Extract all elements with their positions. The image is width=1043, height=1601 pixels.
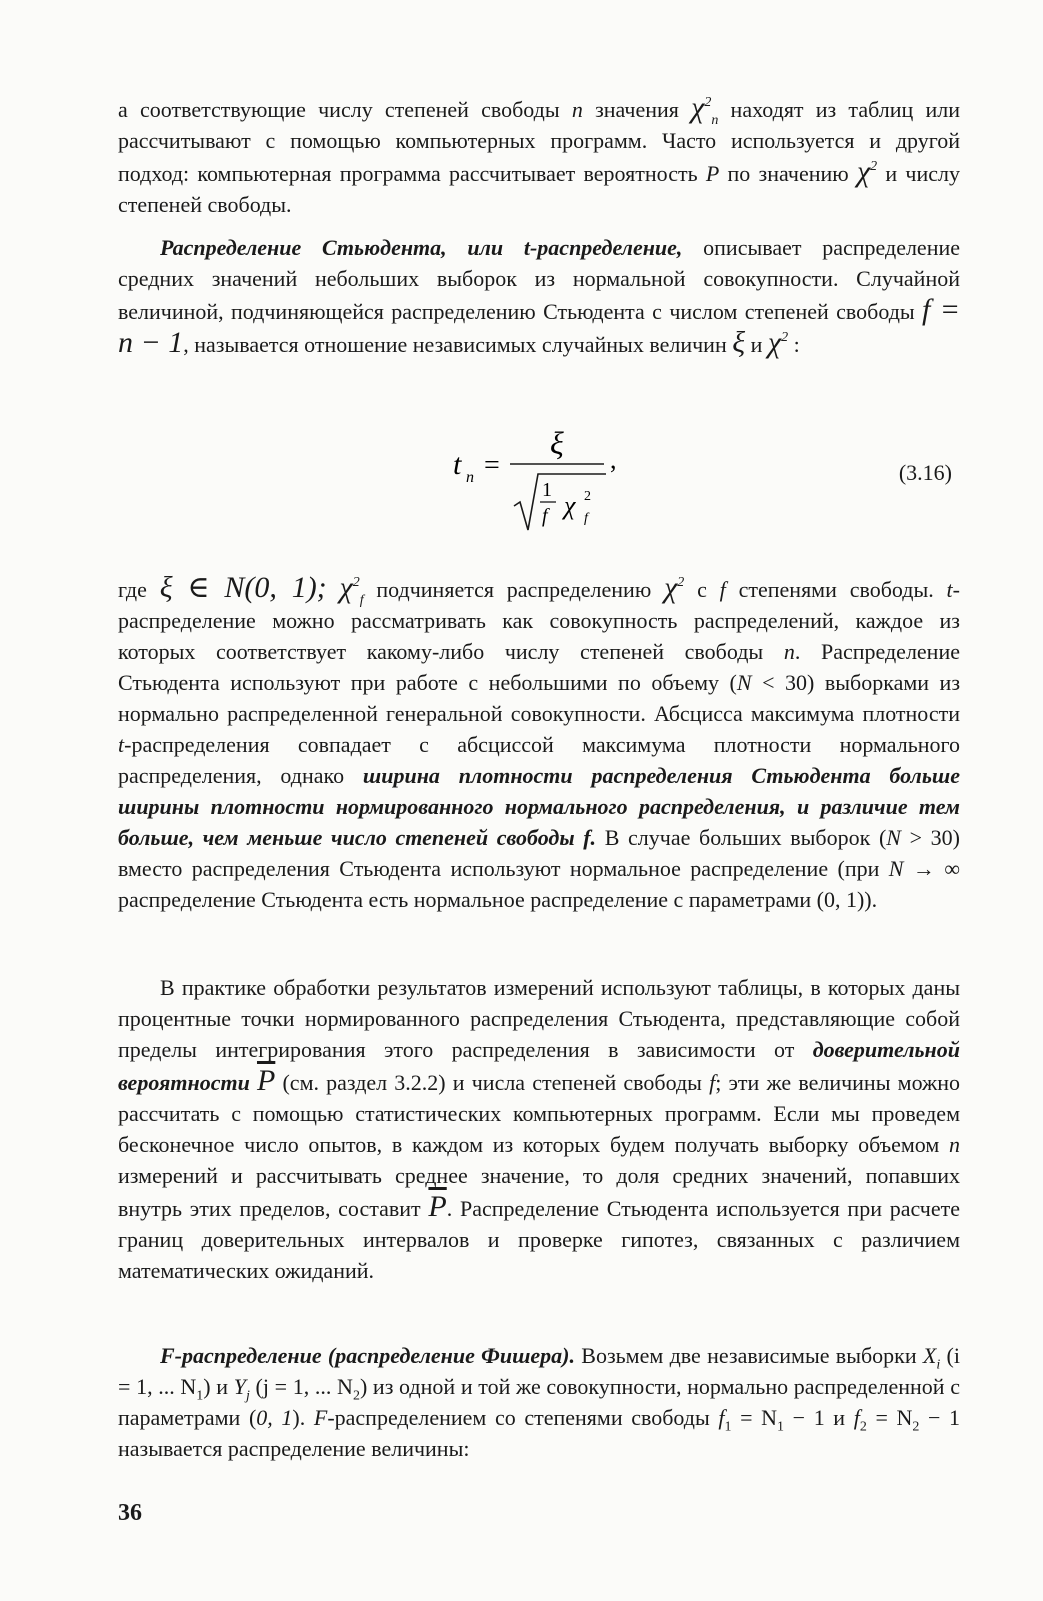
formula-3-16 — [118, 418, 960, 528]
text: . Распределение Стьюдента используют при работе с небольшими по объему ( — [118, 639, 960, 695]
var-N: N — [888, 856, 904, 881]
var-n: n — [571, 97, 583, 122]
text: − 1 называется распределение величины: — [118, 1405, 961, 1461]
paragraph-1 — [118, 92, 960, 220]
sub-i: i — [936, 1357, 941, 1373]
P-bar-symbol: $\overline{P}$ — [428, 1190, 447, 1223]
text: с — [684, 577, 720, 602]
chi-f-symbol: $\chi^2_f$ — [339, 571, 364, 608]
formula-chi: χ — [564, 491, 576, 520]
var-X: X — [922, 1343, 937, 1368]
paragraph-3 — [118, 572, 960, 915]
var-f: f — [709, 1070, 716, 1095]
text: , называется отношение независимых случайных величин — [183, 332, 733, 357]
text: > 30) вместо распределения Стьюдента используют нормальное распределение (при — [118, 825, 960, 881]
text: -распределением со степенями свободы — [327, 1405, 719, 1430]
chi-squared-symbol: $\chi^2$ — [664, 571, 685, 604]
sub-j: j — [245, 1388, 250, 1404]
chi-squared-symbol: $\chi^2$ — [856, 155, 878, 188]
text: : — [788, 332, 800, 357]
formula-equals: = — [484, 450, 500, 481]
text: (j = 1, ... N — [249, 1374, 353, 1399]
var-f2: f — [853, 1405, 860, 1430]
var-N: N — [886, 825, 901, 850]
text: Возьмем две независимые выборки — [575, 1343, 923, 1368]
sub-1: 1 — [196, 1388, 204, 1404]
var-t: t — [118, 732, 125, 757]
text: . Распределение Стьюдента используется при расчете границ доверительных интервалов и проверке гипотез, связанных с различием математических ожиданий. — [118, 1196, 960, 1283]
text: < 30) выборками из нормально распределенной генеральной совокупности. Абсцисса максимума плотности — [118, 670, 961, 726]
text: = N — [866, 1405, 913, 1430]
paragraph-2 — [118, 232, 960, 360]
text: В случае больших выборок ( — [596, 825, 887, 850]
sub-2: 2 — [859, 1419, 867, 1435]
text: -распределения совпадает с абсциссой максимума плотности нормального распределения, однако — [118, 732, 960, 788]
page-number: 36 — [118, 1500, 142, 1526]
var-N: N — [736, 670, 752, 695]
var-t: t — [946, 577, 953, 602]
formula-chi-sub: f — [584, 511, 588, 526]
paragraph-5 — [118, 1340, 960, 1464]
text: − 1 и — [784, 1405, 854, 1430]
text: ; эти же величины можно рассчитать с помощью статистических компьютерных программ. Если мы проведем бесконечное число опытов, в каждом из которых будем получать выборку объемом — [118, 1070, 961, 1157]
text: ) и — [203, 1374, 234, 1399]
text: подчиняется распределению — [363, 577, 665, 602]
sub-1: 1 — [777, 1419, 785, 1435]
f-equals-n-minus-1: f = n − 1 — [118, 293, 960, 359]
formula-lhs: t — [453, 448, 462, 481]
var-F: F — [313, 1405, 328, 1430]
text: степенями свободы. — [725, 577, 947, 602]
formula-f: f — [542, 505, 548, 527]
formula-svg — [118, 418, 960, 548]
var-f1: f — [718, 1405, 725, 1430]
var-Y: Y — [233, 1374, 246, 1399]
var-f: f — [719, 577, 726, 602]
sub-1: 1 — [724, 1419, 732, 1435]
formula-chi-sup: 2 — [584, 489, 591, 504]
text: а соответствующие числу степеней свободы — [118, 97, 572, 122]
text: значения — [582, 97, 692, 122]
formula-numerator: ξ — [550, 425, 564, 461]
section-title-fisher: F-распределение (распределение Фишера). — [160, 1343, 575, 1368]
text: измерений и рассчитывать среднее значение, то доля средних значений, попавших внутрь этих пределов, составит — [118, 1163, 960, 1221]
params: 0, 1 — [256, 1405, 293, 1430]
formula-comma: , — [610, 445, 617, 474]
sqrt-sign — [514, 474, 606, 530]
var-n: n — [783, 639, 795, 664]
chi-n-symbol: $\chi^2_n$ — [691, 91, 719, 128]
equation-number: (3.16) — [898, 460, 952, 485]
text: → ∞ распределение Стьюдента есть нормальное распределение с параметрами (0, 1)). — [118, 856, 960, 912]
text: ) из одной и той же совокупности, нормально распределенной с параметрами ( — [118, 1374, 961, 1430]
text: и — [745, 332, 768, 357]
section-title-student: Распределение Стьюдента, или t-распределение, — [160, 235, 683, 260]
emphasis-text: ширина плотности распределения Стьюдента больше ширины плотности нормированного нормального распределения, и различие тем больше, чем меньше число степеней свободы f. — [118, 763, 960, 850]
formula-lhs-sub: n — [466, 469, 474, 486]
text: (см. раздел 3.2.2) и числа степеней свободы — [275, 1070, 710, 1095]
chi-squared-symbol: $\chi^2$ — [767, 326, 789, 359]
emphasis-text: доверительной вероятности — [118, 1037, 960, 1095]
formula-one: 1 — [542, 479, 552, 501]
text: находят из таблиц — [718, 97, 914, 122]
text: по значению — [719, 161, 857, 186]
sub-2: 2 — [912, 1419, 920, 1435]
text: описывает распределение средних значений небольших выборок из нормальной совокупности. Случайной величиной, подчиняющейся распределению Стьюдента с числом степеней свободы — [118, 235, 961, 324]
xi-symbol: ξ — [732, 326, 746, 359]
text: = N — [731, 1405, 778, 1430]
text: где — [118, 577, 160, 602]
sub-2: 2 — [352, 1388, 360, 1404]
var-P: P — [705, 161, 720, 186]
text: ). — [292, 1405, 314, 1430]
paragraph-4 — [118, 972, 960, 1286]
text: -распределение можно рассматривать как совокупность распределений, каждое из которых соответствует какому-либо числу степеней свободы — [118, 577, 960, 664]
text: или рассчитывают с помощью компьютерных программ. Часто используется и другой подход: компьютерная программа рассчитывает вероятность — [118, 97, 961, 186]
text: (i = 1, ... N — [118, 1343, 960, 1399]
var-n: n — [949, 1132, 960, 1157]
P-bar-symbol: $\overline{P}$ — [256, 1064, 276, 1097]
xi-in-normal: ξ ∈ N(0, 1); — [159, 571, 327, 604]
text: и числу степеней свободы. — [118, 161, 960, 217]
text: В практике обработки результатов измерений используют таблицы, в которых даны процентные точки нормированного распределения Стьюдента, представляющие собой пределы интегрирования этого распределения в зависимости от — [118, 975, 960, 1062]
